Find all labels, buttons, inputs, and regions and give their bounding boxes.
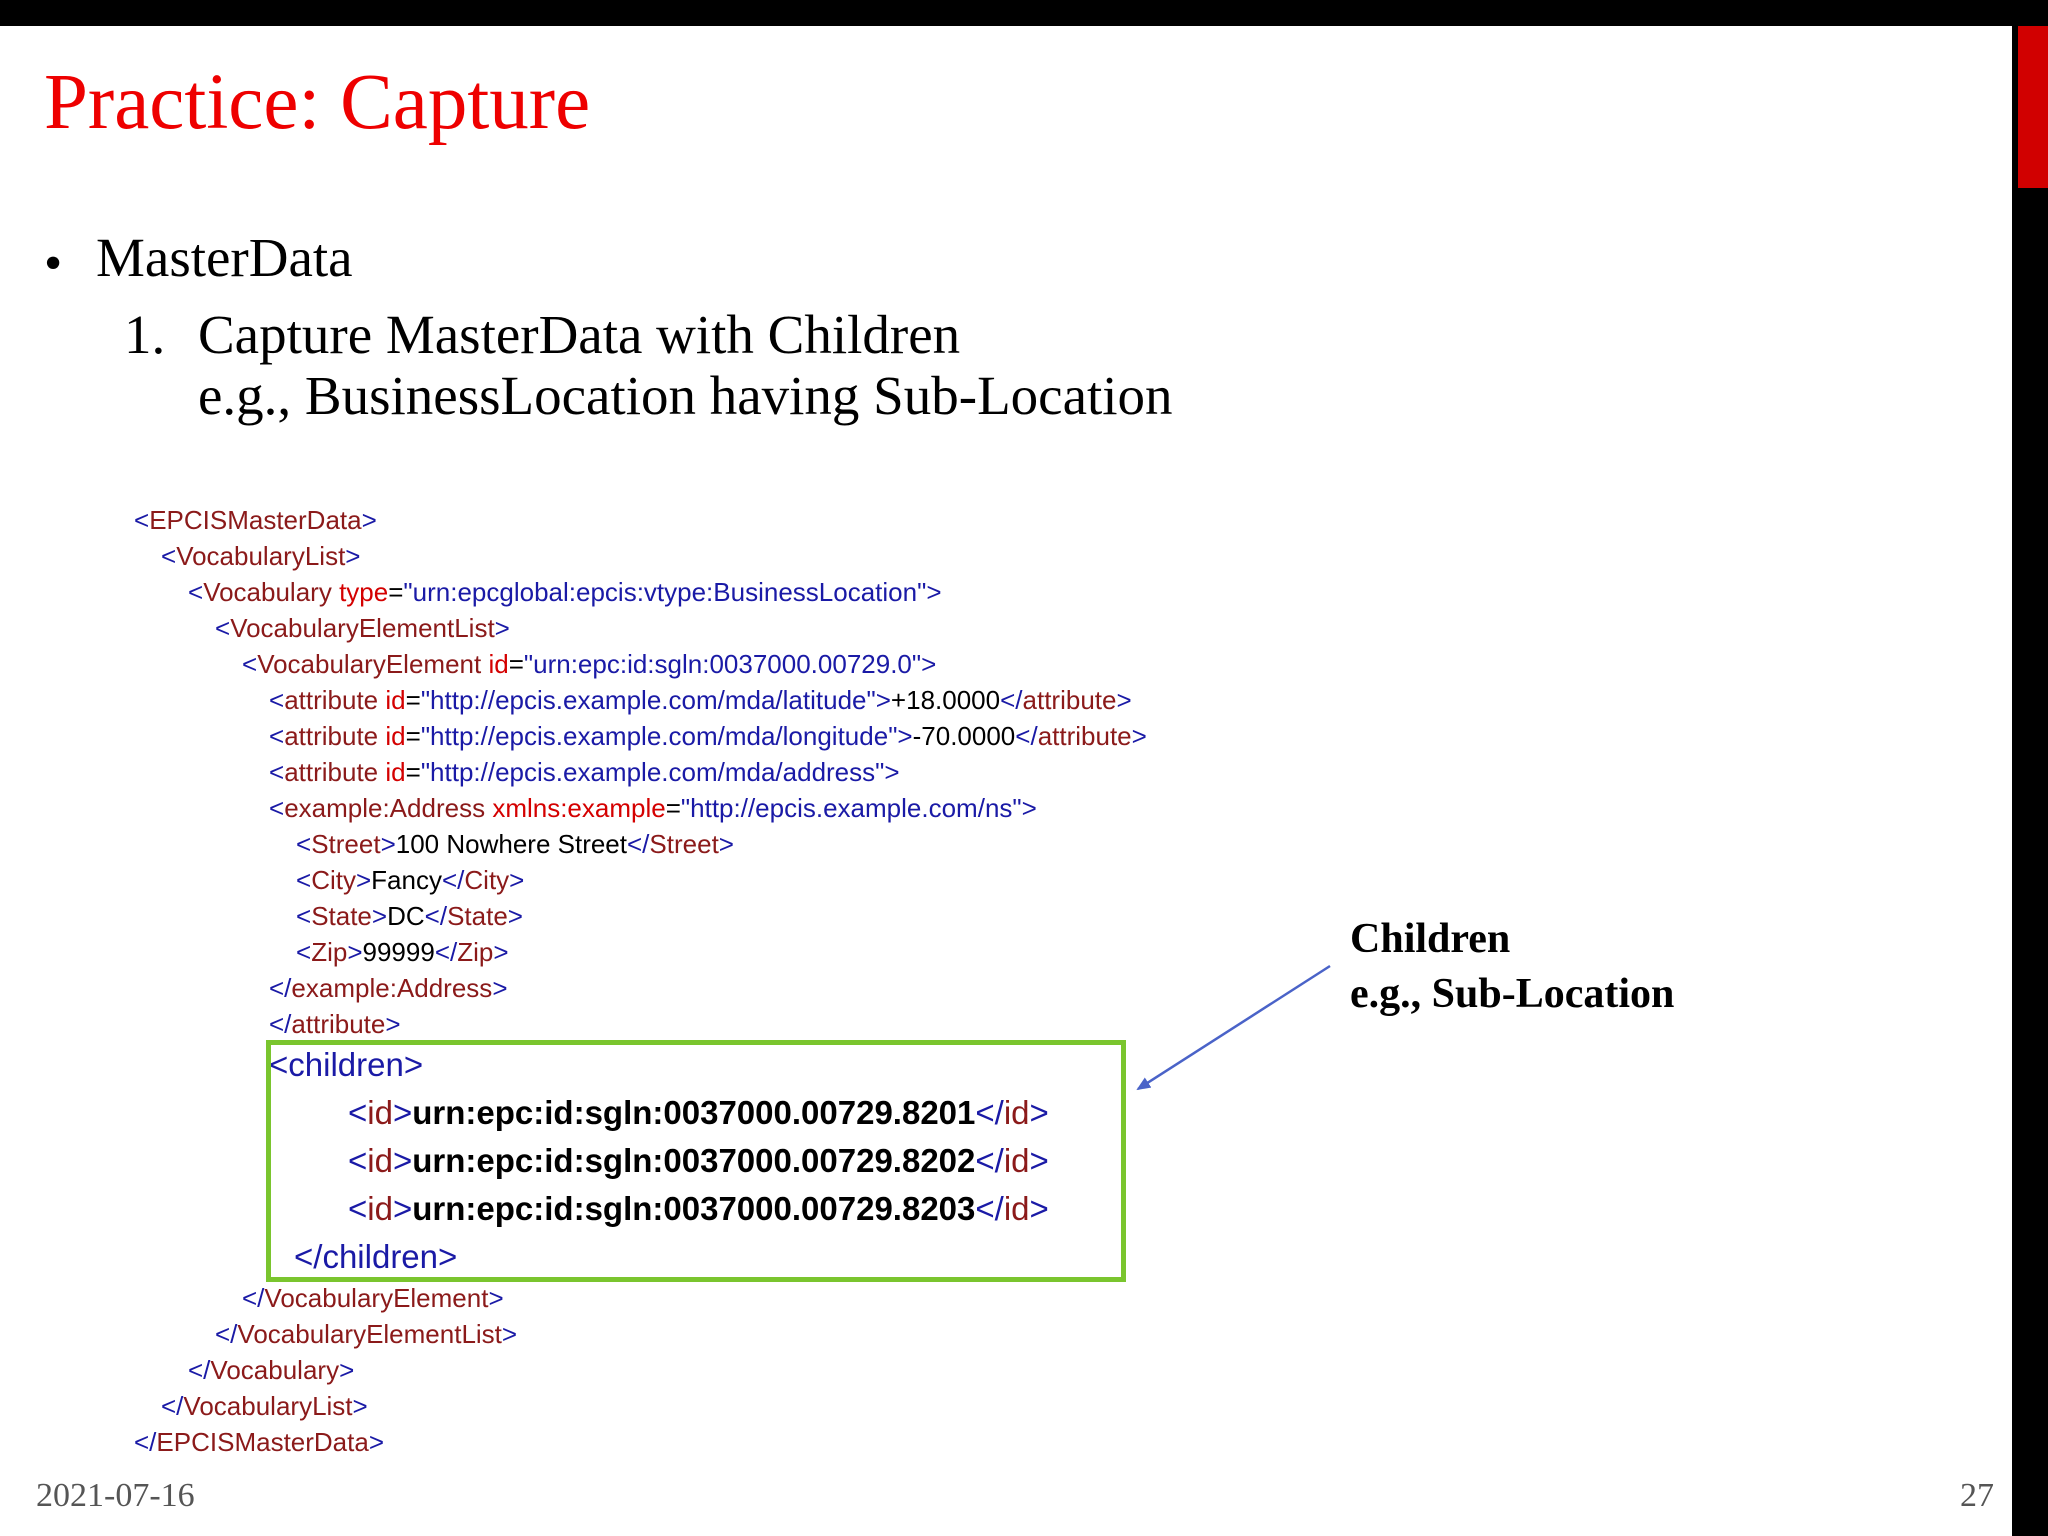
list-item-line-2: e.g., BusinessLocation having Sub-Location bbox=[198, 365, 1173, 426]
page-number: 27 bbox=[1960, 1477, 1994, 1514]
xml-line-attribute-close: </attribute> bbox=[269, 1009, 401, 1039]
footer-date: 2021-07-16 bbox=[36, 1477, 195, 1514]
bullet-dot: • bbox=[44, 235, 63, 292]
xml-line-attr-longitude: <attribute id="http://epcis.example.com/mda/longitude">-70.0000</attribute> bbox=[269, 721, 1147, 751]
slide-title: Practice: Capture bbox=[44, 59, 591, 146]
xml-line-vocab-open: <Vocabulary type="urn:epcglobal:epcis:vtype:BusinessLocation"> bbox=[188, 577, 942, 607]
xml-line-children-close: </children> bbox=[294, 1238, 458, 1275]
xml-line-address-open: <example:Address xmlns:example="http://epcis.example.com/ns"> bbox=[269, 793, 1037, 823]
xml-line-children-open: <children> bbox=[269, 1046, 424, 1083]
xml-line-address-close: </example:Address> bbox=[269, 973, 508, 1003]
xml-line-state: <State>DC</State> bbox=[296, 901, 523, 931]
callout-line-1: Children bbox=[1350, 916, 1511, 962]
xml-line-attr-latitude: <attribute id="http://epcis.example.com/mda/latitude">+18.0000</attribute> bbox=[269, 685, 1132, 715]
children-callout bbox=[1350, 912, 1674, 1022]
xml-line-elemlist-open: <VocabularyElementList> bbox=[215, 613, 510, 643]
xml-line-city: <City>Fancy</City> bbox=[296, 865, 525, 895]
xml-line-child-id-2: <id>urn:epc:id:sgln:0037000.00729.8202</id> bbox=[348, 1142, 1049, 1179]
bullet-masterdata: MasterData bbox=[96, 227, 353, 288]
callout-line-2: e.g., Sub-Location bbox=[1350, 971, 1675, 1017]
xml-line-elemlist-close: </VocabularyElementList> bbox=[215, 1319, 518, 1349]
xml-line-child-id-1: <id>urn:epc:id:sgln:0037000.00729.8201</id> bbox=[348, 1094, 1049, 1131]
xml-line-zip: <Zip>99999</Zip> bbox=[296, 937, 509, 967]
xml-line-street: <Street>100 Nowhere Street</Street> bbox=[296, 829, 734, 859]
xml-line-child-id-3: <id>urn:epc:id:sgln:0037000.00729.8203</id> bbox=[348, 1190, 1049, 1227]
xml-line-attr-address: <attribute id="http://epcis.example.com/mda/address"> bbox=[269, 757, 900, 787]
xml-line-root-open: <EPCISMasterData> bbox=[134, 505, 377, 535]
xml-line-vocablist-close: </VocabularyList> bbox=[161, 1391, 368, 1421]
xml-line-elem-open: <VocabularyElement id="urn:epc:id:sgln:0037000.00729.0"> bbox=[242, 649, 937, 679]
list-item-line-1: Capture MasterData with Children bbox=[198, 304, 961, 365]
xml-line-root-close: </EPCISMasterData> bbox=[134, 1427, 385, 1457]
list-number: 1. bbox=[124, 304, 166, 365]
xml-line-vocablist-open: <VocabularyList> bbox=[161, 541, 361, 571]
xml-line-elem-close: </VocabularyElement> bbox=[242, 1283, 504, 1313]
xml-line-vocab-close: </Vocabulary> bbox=[188, 1355, 355, 1385]
